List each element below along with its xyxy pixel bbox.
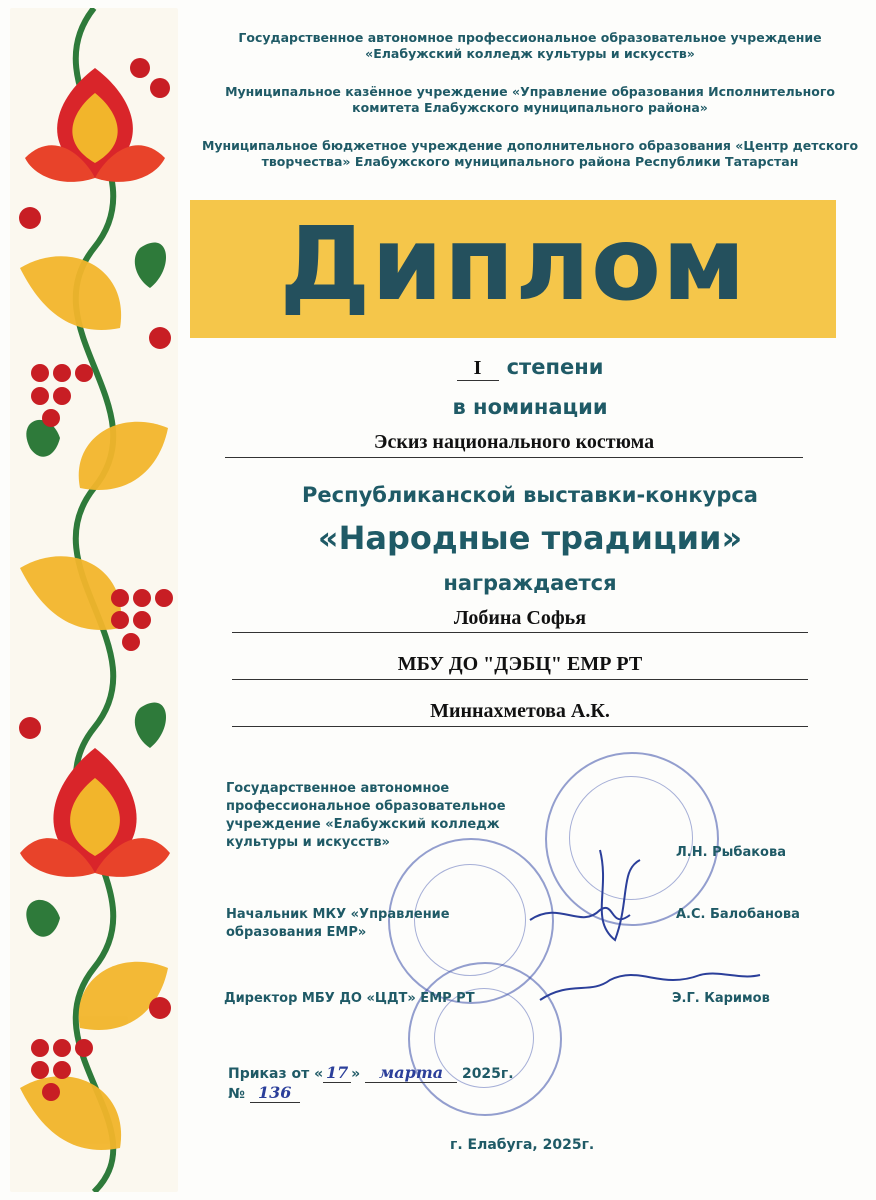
footer-place-year: г. Елабуга, 2025г.: [450, 1137, 595, 1153]
header-line-5: Муниципальное бюджетное учреждение дополнительного образования «Центр детского: [201, 138, 859, 153]
floral-ornament-icon: [10, 8, 178, 1192]
event-line-1: Республиканской выставки-конкурса: [302, 483, 758, 507]
signatory-3-name: Э.Г. Каримов: [672, 991, 770, 1006]
order-day: 17: [323, 1064, 351, 1083]
ornamental-border: [10, 8, 178, 1192]
signatory-2-name: А.С. Балобанова: [676, 907, 800, 922]
recipient-name: Лобина Софья: [453, 607, 587, 629]
teacher-underline: [232, 726, 808, 727]
organization-name: МБУ ДО "ДЭБЦ" ЕМР РТ: [397, 653, 643, 675]
signatory-1-name: Л.Н. Рыбакова: [676, 845, 786, 860]
header-line-2: «Елабужский колледж культуры и искусств»: [365, 46, 695, 61]
awarded-label: награждается: [443, 571, 617, 595]
header-line-3: Муниципальное казённое учреждение «Управление образования Исполнительного: [225, 84, 835, 99]
signatory-2-org: Начальник МКУ «Управление образования ЕМР»: [226, 907, 450, 940]
event-line-2: «Народные традиции»: [317, 519, 743, 557]
nomination-underline: [225, 457, 803, 458]
order-month: марта: [365, 1064, 457, 1083]
recipient-underline: [232, 632, 808, 633]
nomination-label: в номинации: [452, 395, 608, 419]
header-line-1: Государственное автономное профессиональное образовательное учреждение: [238, 30, 822, 45]
degree-label: степени: [506, 355, 604, 379]
organization-underline: [232, 679, 808, 680]
order-number: 136: [250, 1084, 300, 1103]
degree-line: [190, 355, 870, 383]
diploma-title: Диплом: [279, 205, 747, 324]
signatory-3-org: Директор МБУ ДО «ЦДТ» ЕМР РТ: [224, 991, 475, 1006]
header-line-4: комитета Елабужского муниципального района»: [352, 100, 708, 115]
order-number-line: № 136: [228, 1084, 300, 1103]
signatory-1-org: Государственное автономное профессиональное образовательное учреждение «Елабужский колледж культуры и искусств»: [226, 781, 506, 850]
order-date-line: Приказ от « 17 » марта 2025г.: [228, 1063, 514, 1082]
nomination-value: Эскиз национального костюма: [373, 431, 655, 453]
teacher-name: Миннахметова А.К.: [430, 700, 610, 722]
degree-value: I: [457, 356, 499, 381]
header-line-6: творчества» Елабужского муниципального района Республики Татарстан: [261, 154, 799, 169]
